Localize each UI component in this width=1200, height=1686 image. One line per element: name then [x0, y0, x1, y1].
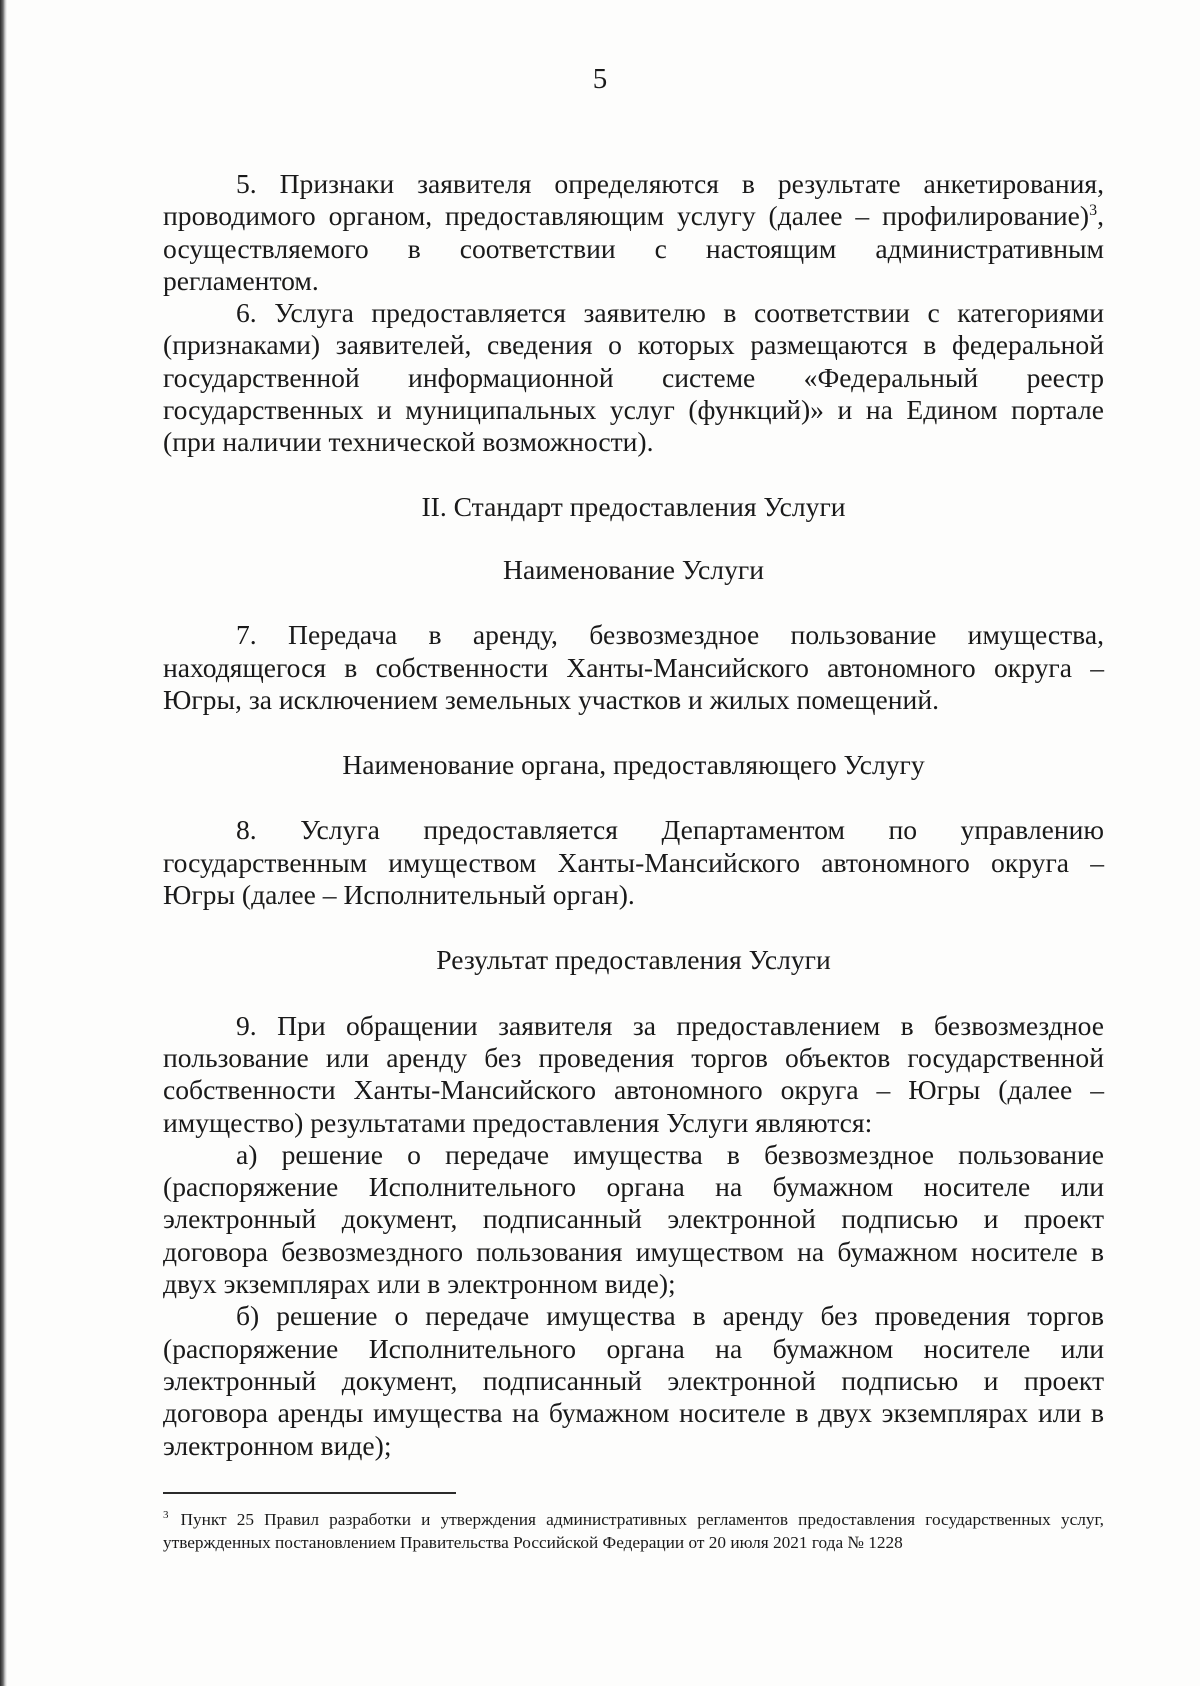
paragraph-5-text: 5. Признаки заявителя определяются в результате анкетирования, проводимого органом, предоставляющим услугу (далее – профилирование): [163, 168, 1104, 232]
paragraph-5: [163, 168, 1104, 297]
paragraph-8: 8. Услуга предоставляется Департаментом по управлению государственным имуществом Ханты-Мансийского автономного округа – Югры (далее – Исполнительный орган).: [163, 814, 1104, 911]
document-body: [163, 168, 1104, 1462]
paragraph-7: 7. Передача в аренду, безвозмездное пользование имущества, находящегося в собственности Ханты-Мансийского автономного округа – Югры, за исключением земельных участков и жилых помещений.: [163, 619, 1104, 715]
footnote-reference: 3: [1089, 202, 1098, 220]
subheading-result: Результат предоставления Услуги: [436, 944, 831, 976]
section-heading: II. Стандарт предоставления Услуги: [421, 490, 846, 522]
subheading-organ-name: Наименование органа, предоставляющего Услугу: [342, 749, 925, 781]
paragraph-9a: а) решение о передаче имущества в безвозмездное пользование (распоряжение Исполнительного органа на бумажном носителе или электронный документ, подписанный электронной подписью и проект договора безвозмездного пользования имуществом на бумажном носителе в двух экземплярах или в электронном виде);: [163, 1138, 1104, 1300]
paragraph-9b: б) решение о передаче имущества в аренду без проведения торгов (распоряжение Исполнительного органа на бумажном носителе или электронный документ, подписанный электронной подписью и проект договора аренды имущества на бумажном носителе в двух экземплярах или в электронном виде);: [163, 1300, 1104, 1461]
page-number: 5: [592, 63, 608, 95]
paragraph-9: 9. При обращении заявителя за предоставлением в безвозмездное пользование или аренду без проведения торгов объектов государственной собственности Ханты-Мансийского автономного округа – Югры (далее – имущество) результатами предоставления Услуги являются:: [163, 1009, 1104, 1138]
footnote-mark: 3: [163, 1509, 169, 1521]
paragraph-5-tail: , осуществляемого в соответствии с настоящим административным регламентом.: [163, 200, 1104, 296]
footnote-text: Пункт 25 Правил разработки и утверждения административных регламентов предоставления государственных услуг, утвержденных постановлением Правительства Российской Федерации от 20 июля 2021 года № 1228: [163, 1509, 1104, 1553]
footnote-separator: [163, 1492, 456, 1494]
footnote: [163, 1504, 1104, 1555]
scan-edge: [0, 0, 7, 1686]
subheading-service-name: Наименование Услуги: [503, 553, 764, 585]
paragraph-6: 6. Услуга предоставляется заявителю в соответствии с категориями (признаками) заявителей, сведения о которых размещаются в федеральной государственной информационной системе «Федеральный реестр государственных и муниципальных услуг (функций)» и на Едином портале (при наличии технической возможности).: [163, 297, 1104, 458]
